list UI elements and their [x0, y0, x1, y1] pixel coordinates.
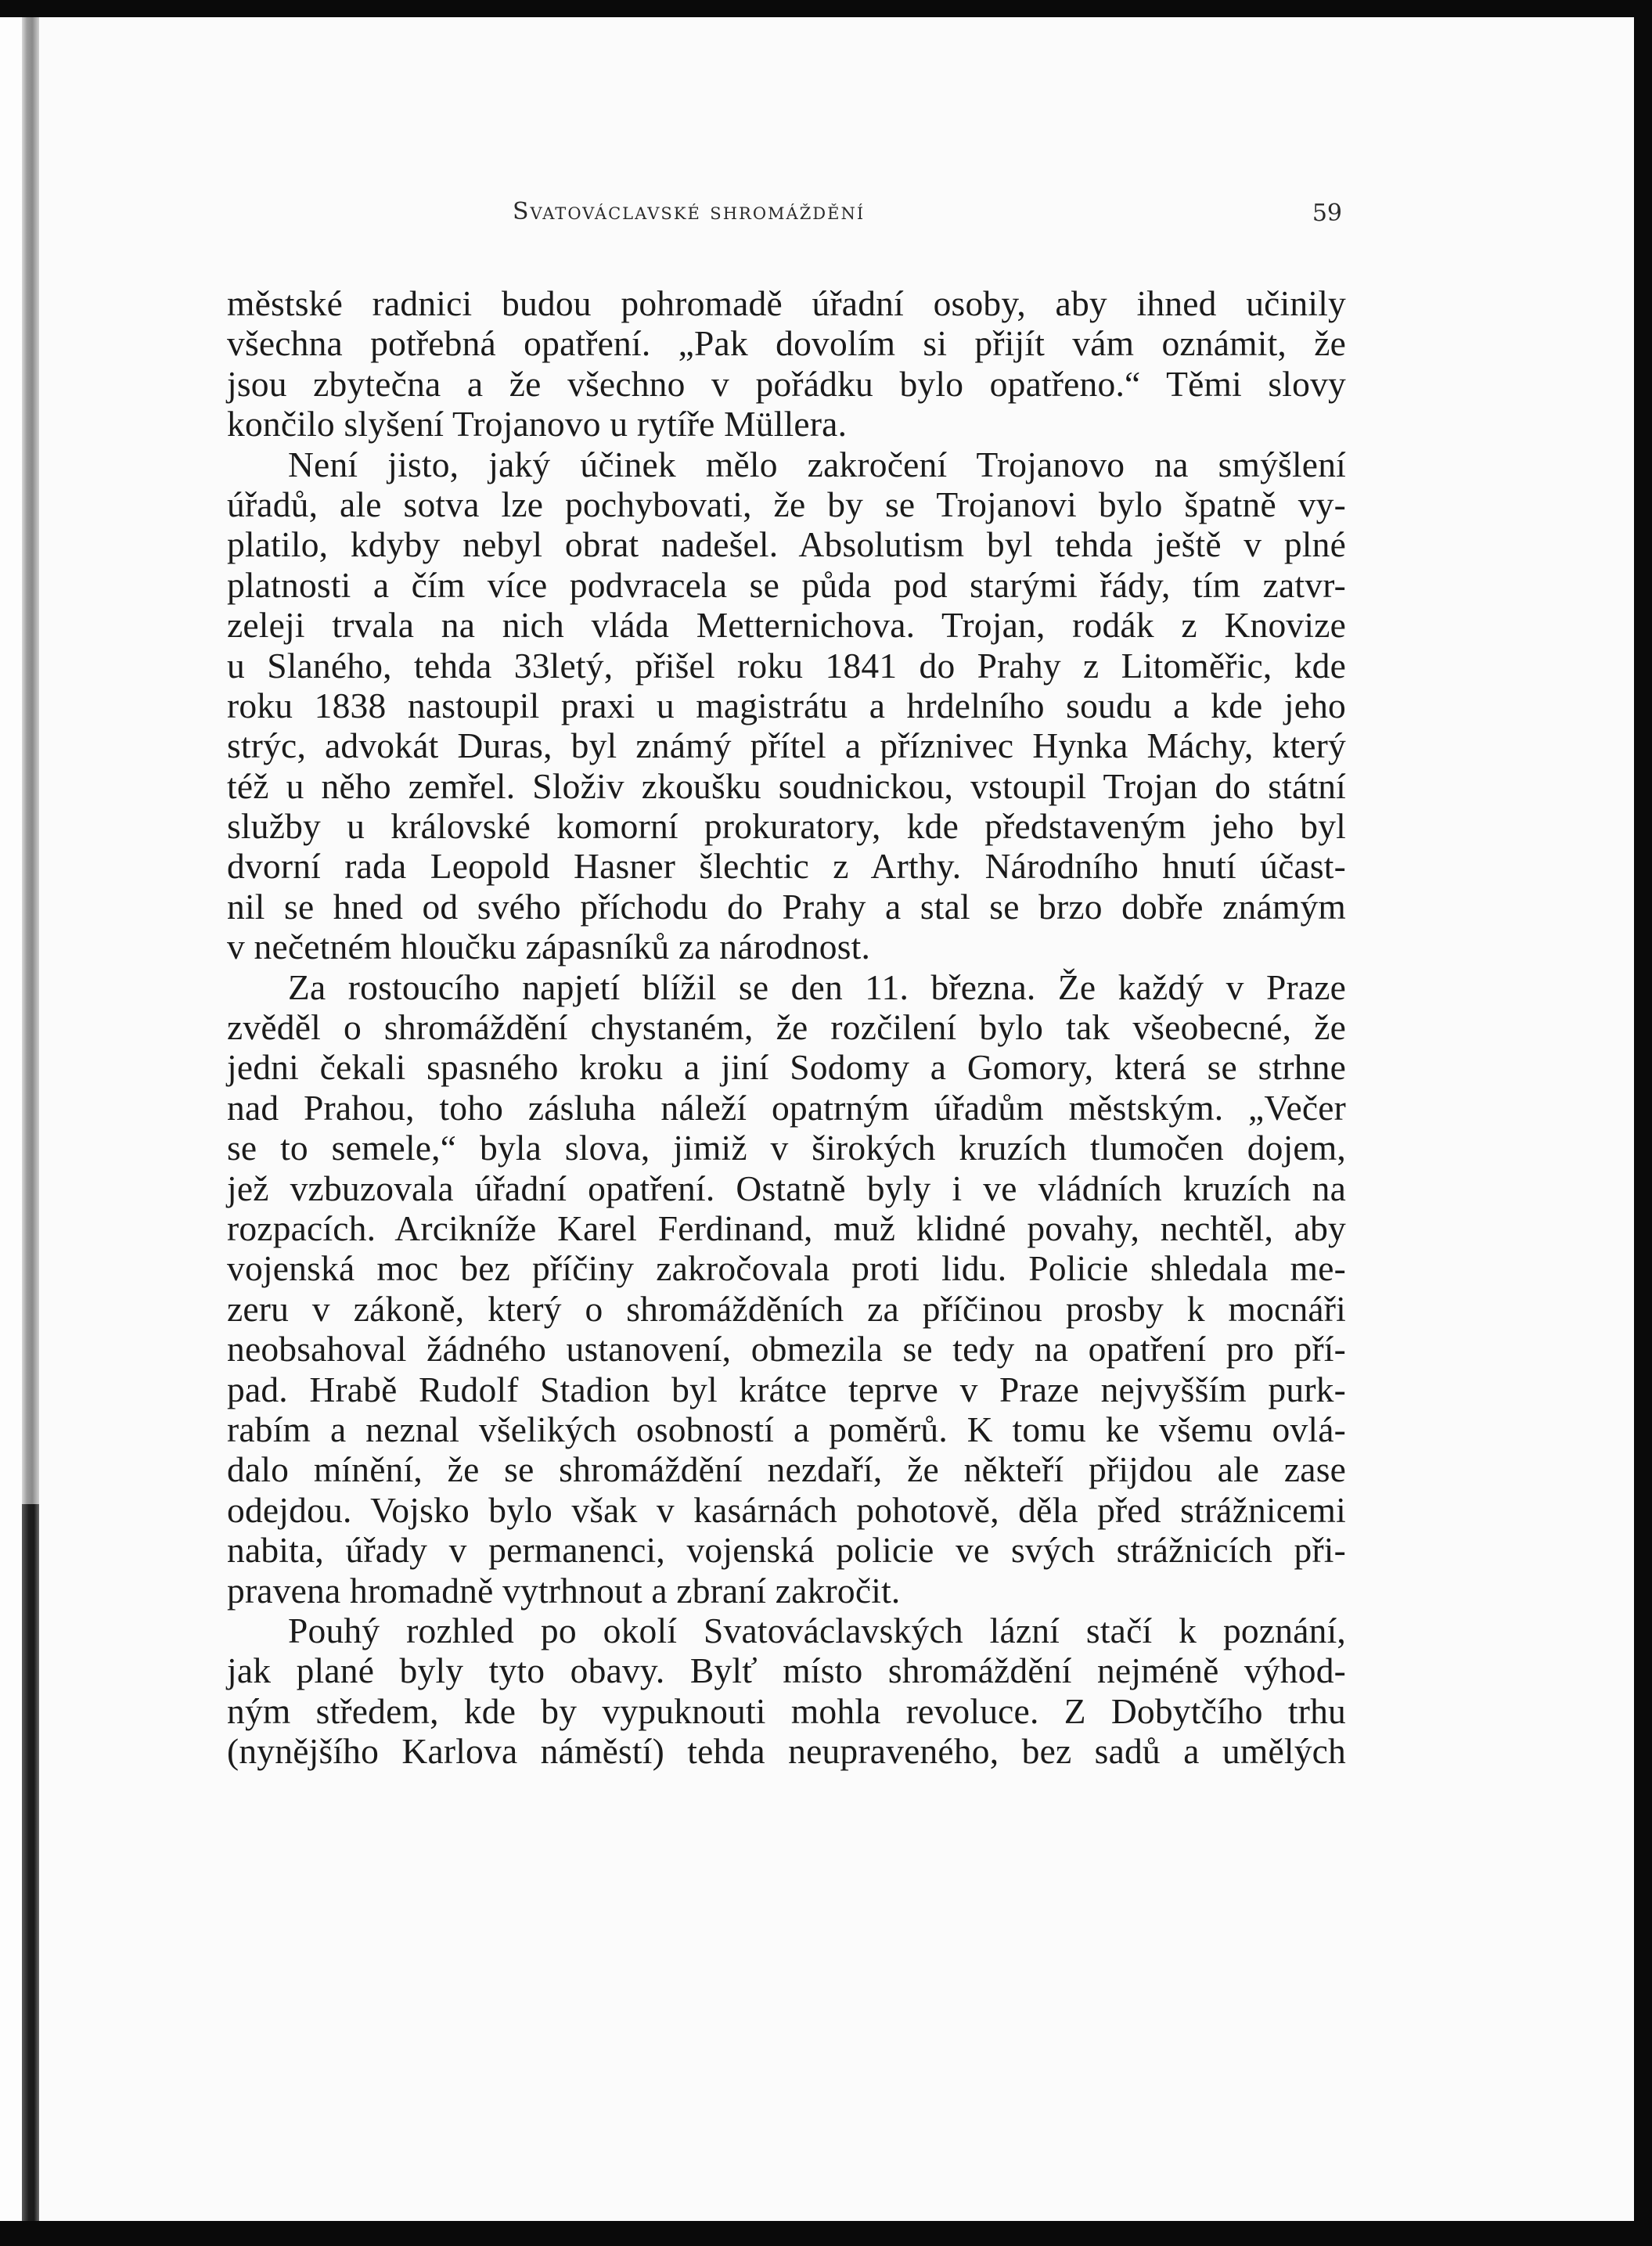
text-line: platnosti a čím více podvracela se půda pod starými řády, tím zatvr- [227, 564, 1346, 605]
text-line: pravena hromadně vytrhnout a zbraní zakročit. [227, 1570, 901, 1611]
text-line: se to semele,“ byla slova, jimiž v širokých kruzích tlumočen dojem, [227, 1128, 1346, 1168]
text-line: nabita, úřady v permanenci, vojenská policie ve svých strážnicích při- [227, 1530, 1346, 1571]
text-line: dvorní rada Leopold Hasner šlechtic z Arthy. Národního hnutí účast- [227, 846, 1346, 887]
binding-shadow-lower [22, 1504, 39, 2221]
text-line: u Slaného, tehda 33letý, přišel roku 1841 do Prahy z Litoměřic, kde [227, 645, 1346, 686]
page-margin-left [0, 17, 23, 2221]
text-line: městské radnici budou pohromadě úřadní osoby, aby ihned učinily [227, 283, 1346, 323]
paragraph-3 [227, 967, 1346, 1611]
running-header [513, 198, 1342, 237]
running-title: Svatováclavské shromáždění [513, 198, 866, 225]
body-text [227, 283, 1346, 1771]
text-line: rabím a neznal všelikých osobností a poměrů. K tomu ke všemu ovlá- [227, 1409, 1346, 1449]
text-line: Není jisto, jaký účinek mělo zakročení Trojanovo na smýšlení [288, 444, 1346, 484]
text-line: nil se hned od svého příchodu do Prahy a stal se brzo dobře známým [227, 886, 1346, 927]
text-line: platilo, kdyby nebyl obrat nadešel. Absolutism byl tehda ještě v plné [227, 524, 1346, 565]
page-number: 59 [1312, 200, 1342, 227]
text-line: Za rostoucího napjetí blížil se den 11. března. Že každý v Praze [288, 966, 1346, 1007]
text-line: roku 1838 nastoupil praxi u magistrátu a hrdelního soudu a kde jeho [227, 685, 1346, 725]
text-line: (nynějšího Karlova náměstí) tehda neupraveného, bez sadů a umělých [227, 1731, 1346, 1772]
text-line: strýc, advokát Duras, byl známý přítel a příznivec Hynka Máchy, který [227, 725, 1346, 766]
text-line: zvěděl o shromáždění chystaném, že rozčilení bylo tak všeobecné, že [227, 1007, 1346, 1048]
text-line: úřadů, ale sotva lze pochybovati, že by se Trojanovi bylo špatně vy- [227, 484, 1346, 524]
text-line: v nečetném hloučku zápasníků za národnost. [227, 927, 871, 967]
text-line: rozpacích. Arcikníže Karel Ferdinand, muž klidné povahy, nechtěl, aby [227, 1208, 1346, 1248]
text-line: končilo slyšení Trojanovo u rytíře Müllera. [227, 404, 848, 445]
paragraph-2 [227, 445, 1346, 967]
text-line: zeru v zákoně, který o shromážděních za příčinou prosby k mocnáři [227, 1288, 1346, 1329]
text-line: ným středem, kde by vypuknouti mohla revoluce. Z Dobytčího trhu [227, 1690, 1346, 1731]
paragraph-4 [227, 1611, 1346, 1772]
text-line: zeleji trvala na nich vláda Metternichova. Trojan, rodák z Knovize [227, 605, 1346, 646]
text-line: Pouhý rozhled po okolí Svatováclavských lázní stačí k poznání, [288, 1610, 1346, 1650]
text-line: všechna potřebná opatření. „Pak dovolím si přijít vám oznámit, že [227, 323, 1346, 364]
text-line: jsou zbytečna a že všechno v pořádku bylo opatřeno.“ Těmi slovy [227, 363, 1346, 404]
text-line: nad Prahou, toho zásluha náleží opatrným úřadům městským. „Večer [227, 1087, 1346, 1128]
text-line: též u něho zemřel. Složiv zkoušku soudnickou, vstoupil Trojan do státní [227, 765, 1346, 806]
text-line: odejdou. Vojsko bylo však v kasárnách pohotově, děla před strážnicemi [227, 1489, 1346, 1530]
text-line: jedni čekali spasného kroku a jiní Sodomy a Gomory, která se strhne [227, 1047, 1346, 1088]
text-line: jak plané byly tyto obavy. Bylť místo shromáždění nejméně výhod- [227, 1650, 1346, 1691]
text-line: neobsahoval žádného ustanovení, obmezila se tedy na opatření pro pří- [227, 1329, 1346, 1370]
text-line: služby u královské komorní prokuratory, kde představeným jeho byl [227, 806, 1346, 847]
paragraph-1 [227, 283, 1346, 445]
text-line: pad. Hrabě Rudolf Stadion byl krátce teprve v Praze nejvyšším purk- [227, 1369, 1346, 1409]
text-line: dalo mínění, že se shromáždění nezdaří, že někteří přijdou ale zase [227, 1449, 1346, 1490]
text-line: jež vzbuzovala úřadní opatření. Ostatně byly i ve vládních kruzích na [227, 1168, 1346, 1208]
text-line: vojenská moc bez příčiny zakročovala proti lidu. Policie shledala me- [227, 1248, 1346, 1289]
